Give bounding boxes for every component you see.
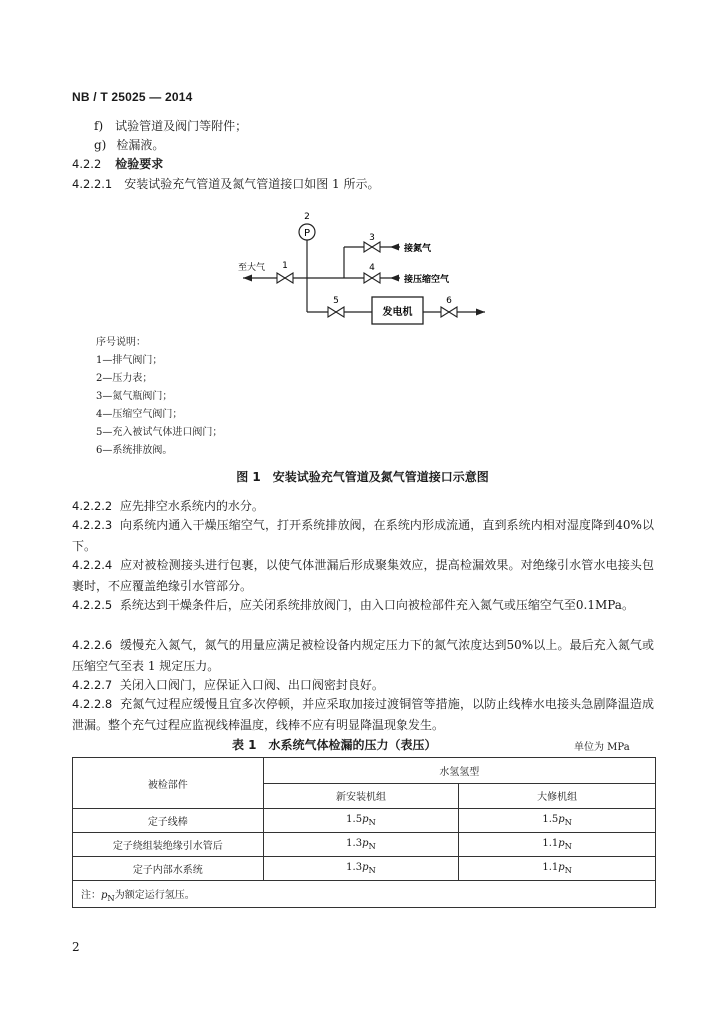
pressure-table (72, 757, 656, 908)
row-new-value: $1.3p_N$ (263, 833, 459, 857)
header-overhaul: 大修机组 (459, 783, 656, 809)
row-part: 定子内部水系统 (73, 857, 264, 881)
row-part: 定子绕组装绝缘引水管后 (73, 833, 264, 857)
valve-number: 6 (446, 296, 452, 306)
gauge-label: P (303, 228, 311, 239)
header-part: 被检部件 (73, 758, 264, 809)
clause-text: 安装试验充气管道及氮气管道接口如图 1 所示。 (124, 177, 380, 191)
valve-4-icon (372, 273, 380, 283)
row-new-value: $1.3p_N$ (263, 857, 459, 881)
clause-paragraph (72, 694, 654, 736)
row-overhaul-value: $1.1p_N$ (459, 833, 656, 857)
clause-number: 4.2.2.7 (72, 678, 113, 692)
section-title: 检验要求 (115, 157, 164, 171)
valve-3-icon (364, 242, 372, 252)
table-note: 注：$p_N$为额定运行氢压。 (73, 881, 656, 908)
table-unit: 单位为 MPa (574, 742, 630, 753)
valve-number: 5 (333, 296, 339, 306)
table-row (73, 833, 656, 857)
valve-1-icon (285, 273, 293, 283)
list-text: 检漏液。 (116, 138, 165, 152)
standard-code: NB / T 25025 — 2014 (72, 90, 193, 104)
clause-text: 关闭入口阀门，应保证入口阀、出口阀密封良好。 (119, 678, 384, 692)
clause-number: 4.2.2.4 (72, 558, 113, 572)
clause-number: 4.2.2.6 (72, 638, 113, 652)
header-group: 水氢氢型 (263, 758, 655, 784)
page-number: 2 (72, 940, 80, 954)
clause-text: 系统达到干燥条件后，应关闭系统排放阀门，由入口向被检部件充入氮气或压缩空气至0.1MPa。 (119, 598, 634, 612)
compressed-air-label: 接压缩空气 (404, 275, 450, 285)
list-text: 试验管道及阀门等附件； (115, 119, 248, 133)
clause-text: 应对被检测接头进行包裹，以使气体泄漏后形成聚集效应，提高检漏效果。对绝缘引水管水电接头包裹时，不应覆盖绝缘引水管部分。 (72, 558, 654, 593)
table-row (73, 809, 656, 833)
piping-diagram (0, 0, 725, 340)
header-new: 新安装机组 (263, 783, 459, 809)
clause-text: 向系统内通入干燥压缩空气，打开系统排放阀，在系统内形成流通，直到系统内相对湿度降到40%以下。 (72, 518, 654, 553)
legend-item: 4—压缩空气阀门； (96, 409, 183, 420)
valve-number: 3 (369, 233, 375, 243)
clause-text: 充氮气过程应缓慢且宜多次停顿，并应采取加接过渡铜管等措施，以防止线棒水电接头急剧降温造成泄漏。整个充气过程应监视线棒温度，线棒不应有明显降温现象发生。 (72, 697, 654, 732)
valve-6-icon (449, 307, 457, 317)
valve-number: 1 (282, 261, 288, 271)
table-title: 表 1 水系统气体检漏的压力（表压） (232, 738, 437, 752)
valve-number: 4 (369, 263, 375, 273)
nitrogen-label: 接氮气 (404, 244, 432, 254)
valve-3-icon (372, 242, 380, 252)
legend-item: 3—氮气瓶阀门； (96, 391, 173, 402)
valve-5-icon (336, 307, 344, 317)
clause-paragraph (72, 515, 654, 557)
legend-item: 1—排气阀门； (96, 355, 163, 366)
legend-title: 序号说明： (96, 337, 146, 348)
discharge-arrow (476, 309, 485, 316)
to-atmosphere-label: 至大气 (238, 263, 266, 273)
air-inlet-arrow (390, 275, 399, 282)
clause-paragraph (72, 555, 654, 597)
row-new-value: $1.5p_N$ (263, 809, 459, 833)
generator-label: 发电机 (382, 307, 413, 318)
figure-caption: 图 1 安装试验充气管道及氮气管道接口示意图 (236, 470, 489, 484)
row-overhaul-value: $1.1p_N$ (459, 857, 656, 881)
clause-text: 缓慢充入氮气，氮气的用量应满足被检设备内规定压力下的氮气浓度达到50%以上。最后充入氮气或压缩空气至表 1 规定压力。 (72, 638, 654, 673)
gauge-number: 2 (304, 212, 310, 222)
table-row (73, 857, 656, 881)
clause-number: 4.2.2.2 (72, 499, 113, 513)
legend-item: 6—系统排放阀。 (96, 445, 173, 456)
legend-item: 2—压力表； (96, 373, 153, 384)
clause-paragraph (72, 635, 654, 677)
clause-paragraph (72, 675, 654, 696)
clause-number: 4.2.2.8 (72, 697, 113, 711)
row-overhaul-value: $1.5p_N$ (459, 809, 656, 833)
legend-item: 5—充入被试气体进口阀门； (96, 427, 223, 438)
clause-number: 4.2.2.1 (72, 177, 113, 191)
valve-4-icon (364, 273, 372, 283)
valve-1-icon (277, 273, 285, 283)
clause-number: 4.2.2.3 (72, 518, 113, 532)
clause-paragraph (72, 595, 654, 616)
clause-text: 应先排空水系统内的水分。 (119, 499, 264, 513)
valve-5-icon (328, 307, 336, 317)
row-part: 定子线棒 (73, 809, 264, 833)
list-marker: f) (94, 119, 104, 133)
clause-paragraph (72, 496, 654, 517)
list-marker: g) (94, 138, 107, 152)
nitrogen-inlet-arrow (390, 244, 399, 251)
valve-6-icon (441, 307, 449, 317)
section-number: 4.2.2 (72, 157, 102, 171)
clause-number: 4.2.2.5 (72, 598, 113, 612)
